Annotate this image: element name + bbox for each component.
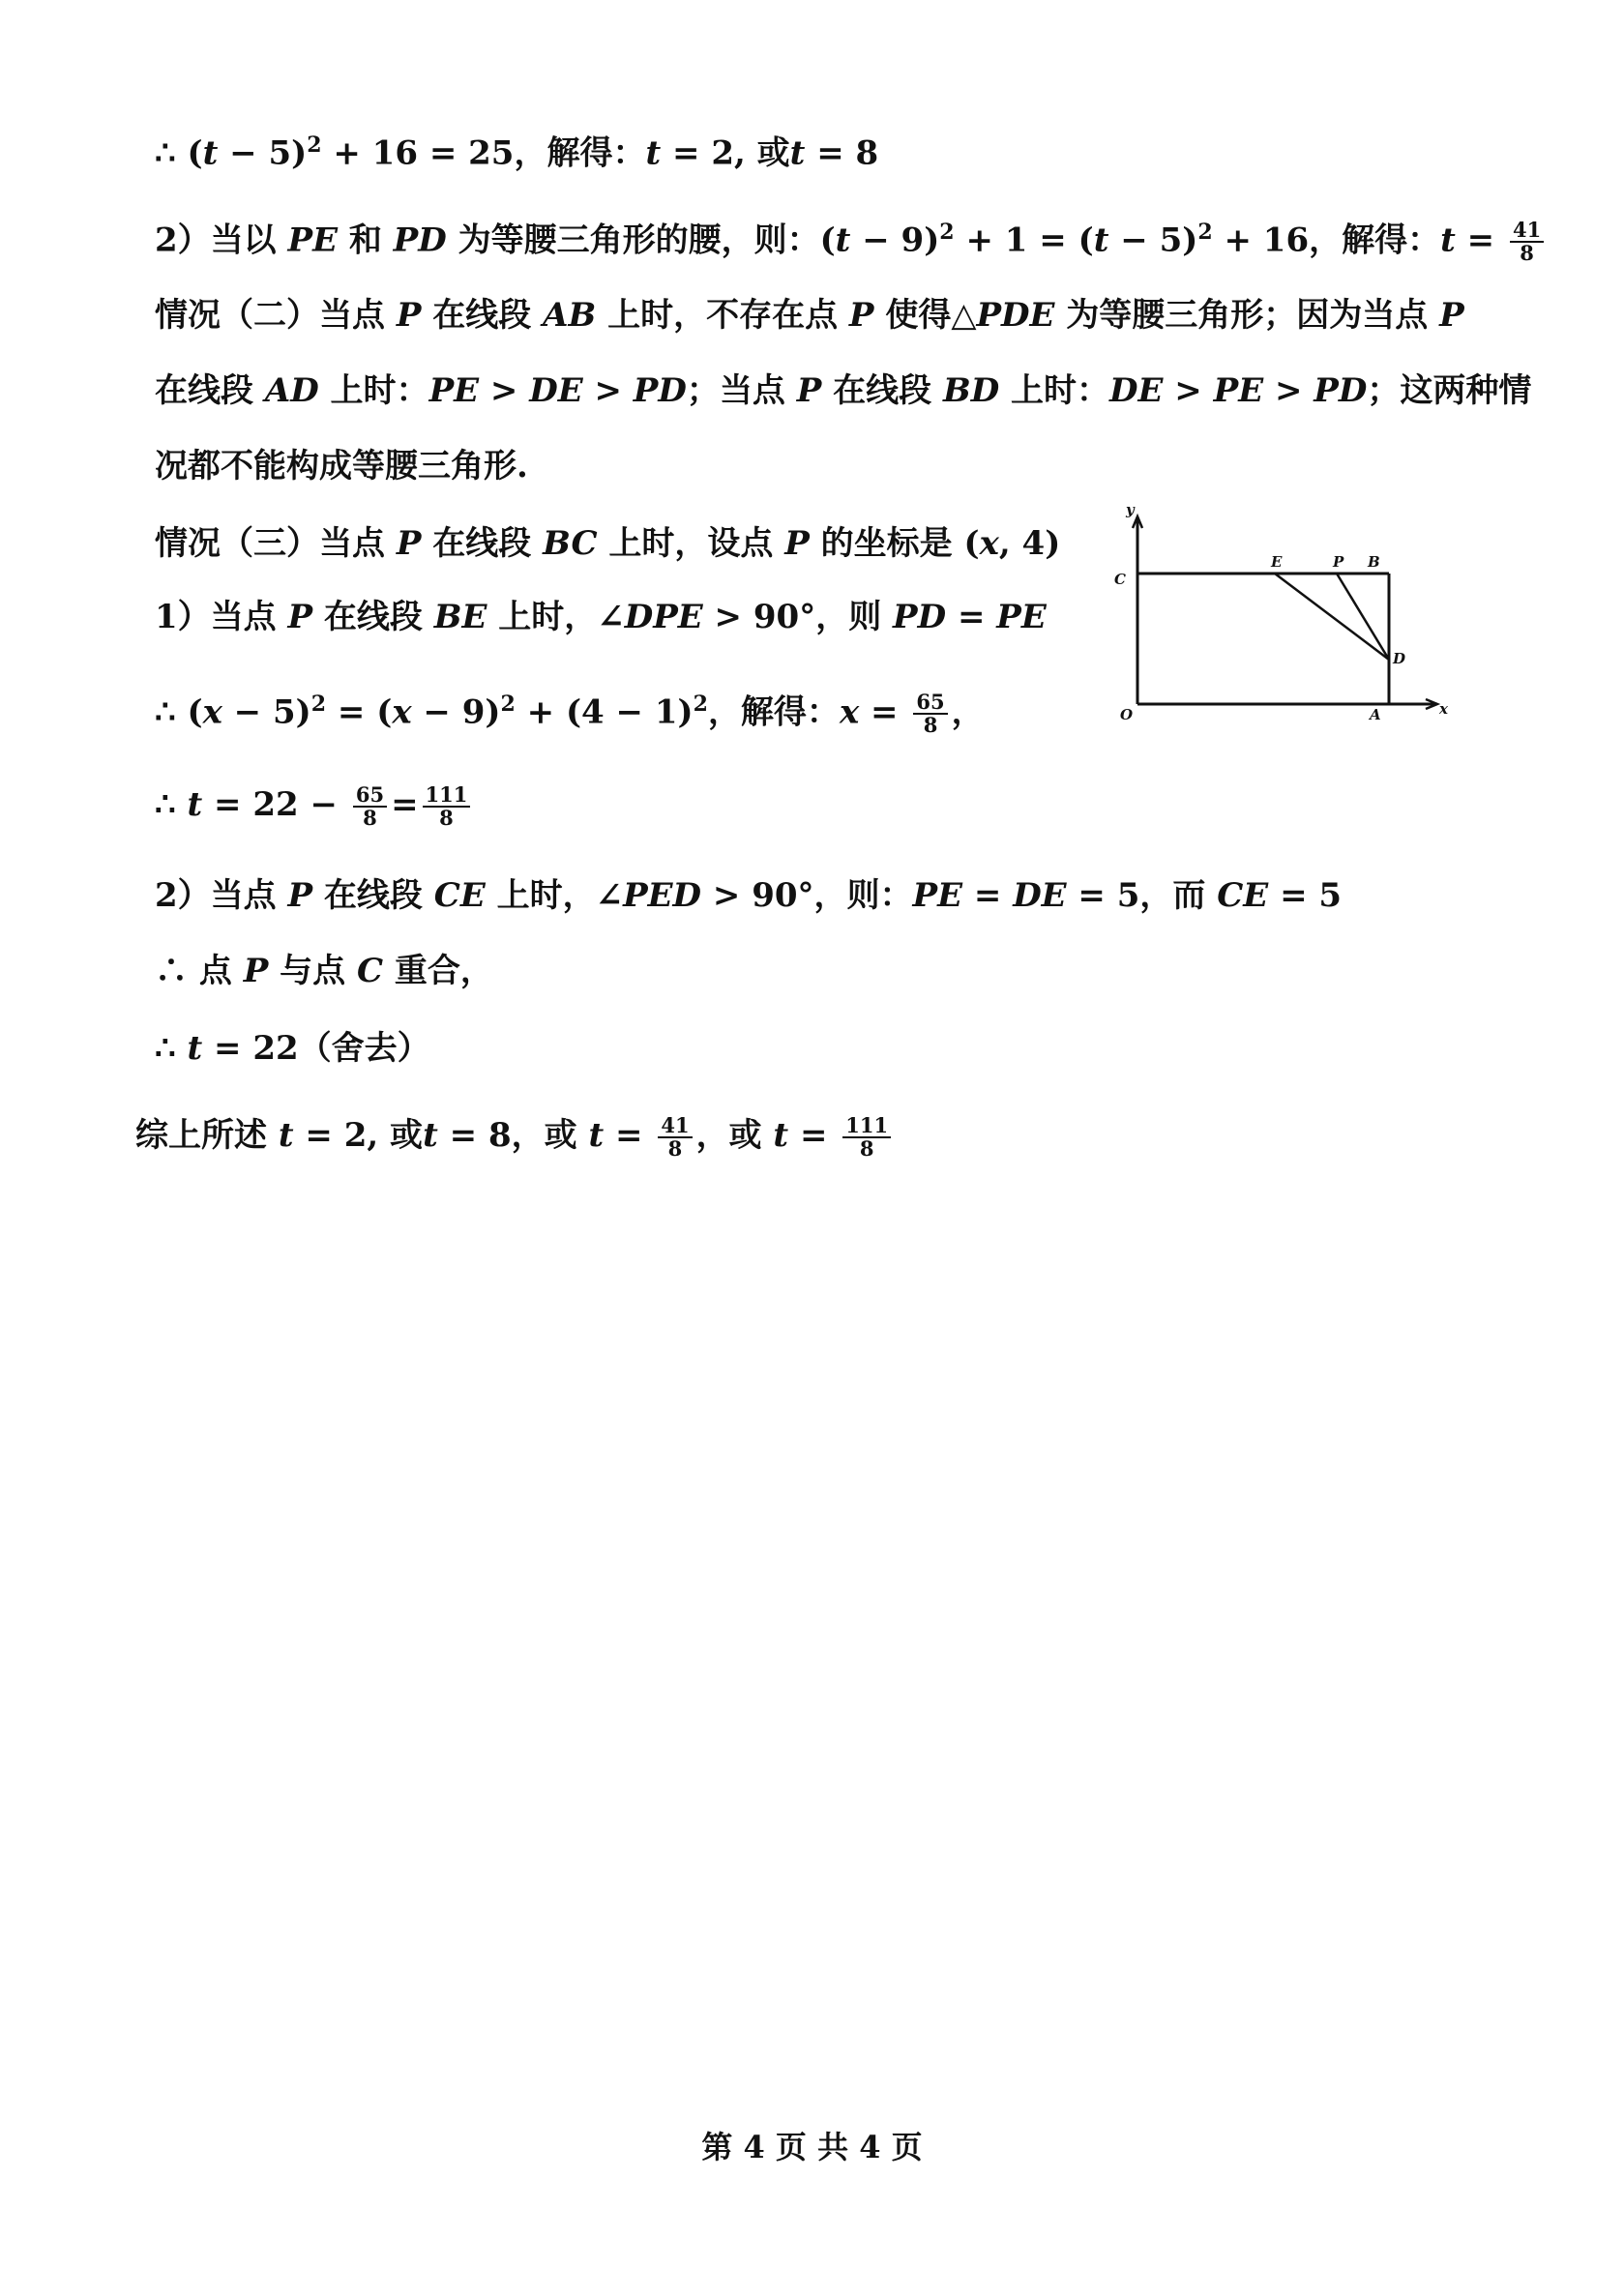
denominator: 8 — [439, 806, 454, 830]
text: > — [582, 371, 634, 410]
text: > — [1263, 371, 1314, 410]
label-b: B — [1368, 553, 1380, 571]
text: − 5) — [1108, 221, 1198, 260]
var: x — [979, 524, 999, 563]
text: = 8 — [805, 133, 879, 173]
var: PE — [912, 876, 963, 915]
var: BD — [942, 371, 1000, 410]
var: P — [1439, 296, 1464, 335]
var: P — [848, 296, 874, 335]
var: t — [588, 1116, 605, 1155]
text: = — [962, 876, 1014, 915]
fraction — [658, 1115, 692, 1160]
var: P — [287, 598, 313, 636]
text: 上时，设点 — [597, 524, 785, 563]
text: = 8，或 — [437, 1116, 589, 1155]
text: 上时： — [999, 371, 1110, 410]
numerator: 65 — [913, 692, 947, 715]
text: 在线段 — [312, 598, 434, 636]
var: C — [356, 952, 384, 990]
text: 上时，∠ — [485, 876, 624, 915]
text: ，或 — [695, 1116, 774, 1155]
label-e: E — [1271, 553, 1283, 571]
numerator: 111 — [423, 784, 471, 808]
text: 上时，不存在点 — [596, 296, 849, 335]
line-7 — [155, 594, 1047, 640]
denominator: 8 — [363, 806, 377, 830]
text: 为等腰三角形；因为当点 — [1054, 296, 1440, 335]
text: = 2, 或 — [293, 1116, 424, 1155]
exponent: 2 — [693, 692, 708, 717]
text: > 90°，则： — [701, 876, 913, 915]
var: PE — [996, 598, 1047, 636]
numerator: 41 — [658, 1115, 692, 1138]
var: t — [1093, 221, 1109, 260]
text: 重合， — [383, 952, 493, 990]
line-13-summary — [135, 1112, 895, 1160]
text: 在线段 — [155, 371, 265, 410]
text: + 1 = ( — [954, 221, 1094, 260]
text: > — [479, 371, 530, 410]
text: ，解得： — [707, 692, 840, 732]
text: > — [1163, 371, 1214, 410]
var: P — [784, 524, 810, 563]
line-5 — [155, 443, 528, 489]
text: = — [604, 1116, 655, 1155]
label-a: A — [1370, 706, 1381, 723]
text: = — [391, 785, 419, 824]
var: PDE — [976, 296, 1055, 335]
exponent: 2 — [939, 220, 955, 245]
segment-pd — [1337, 574, 1389, 660]
text: − 9) — [850, 221, 940, 260]
text: − 9) — [411, 692, 501, 732]
denominator: 8 — [667, 1136, 683, 1161]
var: t — [423, 1116, 438, 1155]
text: 2）当以 — [155, 221, 288, 260]
var: DE — [1013, 876, 1067, 915]
text: − 5) — [221, 692, 311, 732]
line-1 — [155, 122, 878, 176]
text: 上时，∠ — [487, 598, 625, 636]
var: DE — [529, 371, 583, 410]
text: − 5) — [218, 133, 308, 173]
var: P — [396, 524, 422, 563]
fraction — [353, 784, 387, 829]
text: + (4 − 1) — [515, 692, 694, 732]
page-footer: 第 4 页 共 4 页 — [701, 2129, 923, 2165]
var: P — [396, 296, 422, 335]
text: 为等腰三角形的腰，则：( — [446, 221, 836, 260]
var: PED — [623, 876, 702, 915]
var: x — [202, 692, 222, 732]
fraction — [423, 784, 471, 829]
text: 在线段 — [821, 371, 943, 410]
exponent: 2 — [500, 692, 516, 717]
text: = — [946, 598, 997, 636]
line-2 — [155, 209, 1548, 264]
numerator: 41 — [1510, 220, 1544, 243]
text: > 90°，则 — [702, 598, 894, 636]
var: t — [835, 221, 851, 260]
var: PE — [287, 221, 338, 260]
numerator: 65 — [353, 784, 387, 808]
text: 2）当点 — [155, 876, 288, 915]
line-6 — [155, 520, 1060, 567]
line-11 — [155, 948, 493, 994]
text: = — [1455, 221, 1506, 260]
exponent: 2 — [1197, 220, 1213, 245]
text: 和 — [337, 221, 394, 260]
label-o: O — [1120, 706, 1134, 723]
exponent: 2 — [307, 132, 322, 158]
var: P — [287, 876, 313, 915]
var: t — [202, 133, 219, 173]
text: ∴ 点 — [155, 952, 244, 990]
var: AD — [264, 371, 319, 410]
text: ∴ ( — [155, 692, 203, 732]
text: = 22（舍去） — [202, 1029, 430, 1068]
var: t — [187, 785, 203, 824]
var: DPE — [624, 598, 703, 636]
text: 在线段 — [421, 296, 544, 335]
exponent: 2 — [310, 692, 327, 717]
var: x — [392, 692, 412, 732]
line-4 — [155, 368, 1531, 414]
var: x — [839, 692, 860, 732]
label-c: C — [1114, 571, 1126, 588]
line-10 — [155, 872, 1342, 919]
var: P — [243, 952, 269, 990]
var: PD — [893, 598, 947, 636]
text: 况都不能构成等腰三角形. — [155, 447, 528, 486]
text: 综上所述 — [135, 1116, 279, 1155]
geometry-diagram — [1112, 501, 1451, 723]
line-12 — [155, 1025, 430, 1072]
var: t — [773, 1116, 789, 1155]
text: ；这两种情 — [1367, 371, 1532, 410]
fraction — [842, 1115, 891, 1160]
numerator: 111 — [842, 1115, 891, 1138]
denominator: 8 — [923, 713, 938, 738]
text: ；当点 — [686, 371, 797, 410]
denominator: 8 — [1520, 241, 1534, 266]
text: 在线段 — [312, 876, 434, 915]
text: ， — [951, 692, 985, 732]
var: CE — [1217, 876, 1269, 915]
text: = — [788, 1116, 840, 1155]
var: t — [1440, 221, 1456, 260]
text: ∴ — [155, 1029, 188, 1068]
label-y: y — [1126, 501, 1135, 518]
var: PD — [1314, 371, 1368, 410]
line-8 — [155, 681, 985, 736]
text: + 16 = 25，解得： — [321, 133, 646, 173]
label-p: P — [1333, 553, 1344, 571]
line-3 — [155, 292, 1464, 339]
var: t — [789, 133, 806, 173]
label-d: D — [1393, 650, 1406, 667]
var: CE — [433, 876, 486, 915]
var: P — [796, 371, 822, 410]
text: 使得△ — [873, 296, 977, 335]
var: BC — [543, 524, 598, 563]
label-x: x — [1439, 700, 1448, 718]
text: 情况（三）当点 — [155, 524, 397, 563]
text: = 5，而 — [1066, 876, 1218, 915]
text: 的坐标是 ( — [809, 524, 980, 563]
var: t — [645, 133, 662, 173]
var: DE — [1109, 371, 1164, 410]
var: AB — [543, 296, 597, 335]
var: t — [187, 1029, 203, 1068]
text: = 2, 或 — [661, 133, 790, 173]
text: = — [859, 692, 910, 732]
var: t — [278, 1116, 294, 1155]
fraction — [913, 692, 947, 736]
text: 上时： — [318, 371, 429, 410]
text: 在线段 — [421, 524, 544, 563]
text: 与点 — [268, 952, 357, 990]
var: PE — [428, 371, 480, 410]
text: , 4) — [998, 524, 1061, 563]
var: PD — [633, 371, 687, 410]
var: PE — [1213, 371, 1264, 410]
segment-ed — [1275, 574, 1389, 660]
text: = 22 − — [202, 785, 349, 824]
line-9 — [155, 781, 474, 829]
fraction — [1510, 220, 1544, 264]
text: 情况（二）当点 — [155, 296, 397, 335]
text: = 5 — [1268, 876, 1343, 915]
text: ∴ — [155, 785, 188, 824]
text: + 16，解得： — [1212, 221, 1441, 260]
var: PD — [393, 221, 447, 260]
text: = ( — [326, 692, 393, 732]
text: ∴ ( — [155, 133, 203, 173]
text: 1）当点 — [155, 598, 288, 636]
denominator: 8 — [859, 1136, 874, 1161]
var: BE — [433, 598, 487, 636]
